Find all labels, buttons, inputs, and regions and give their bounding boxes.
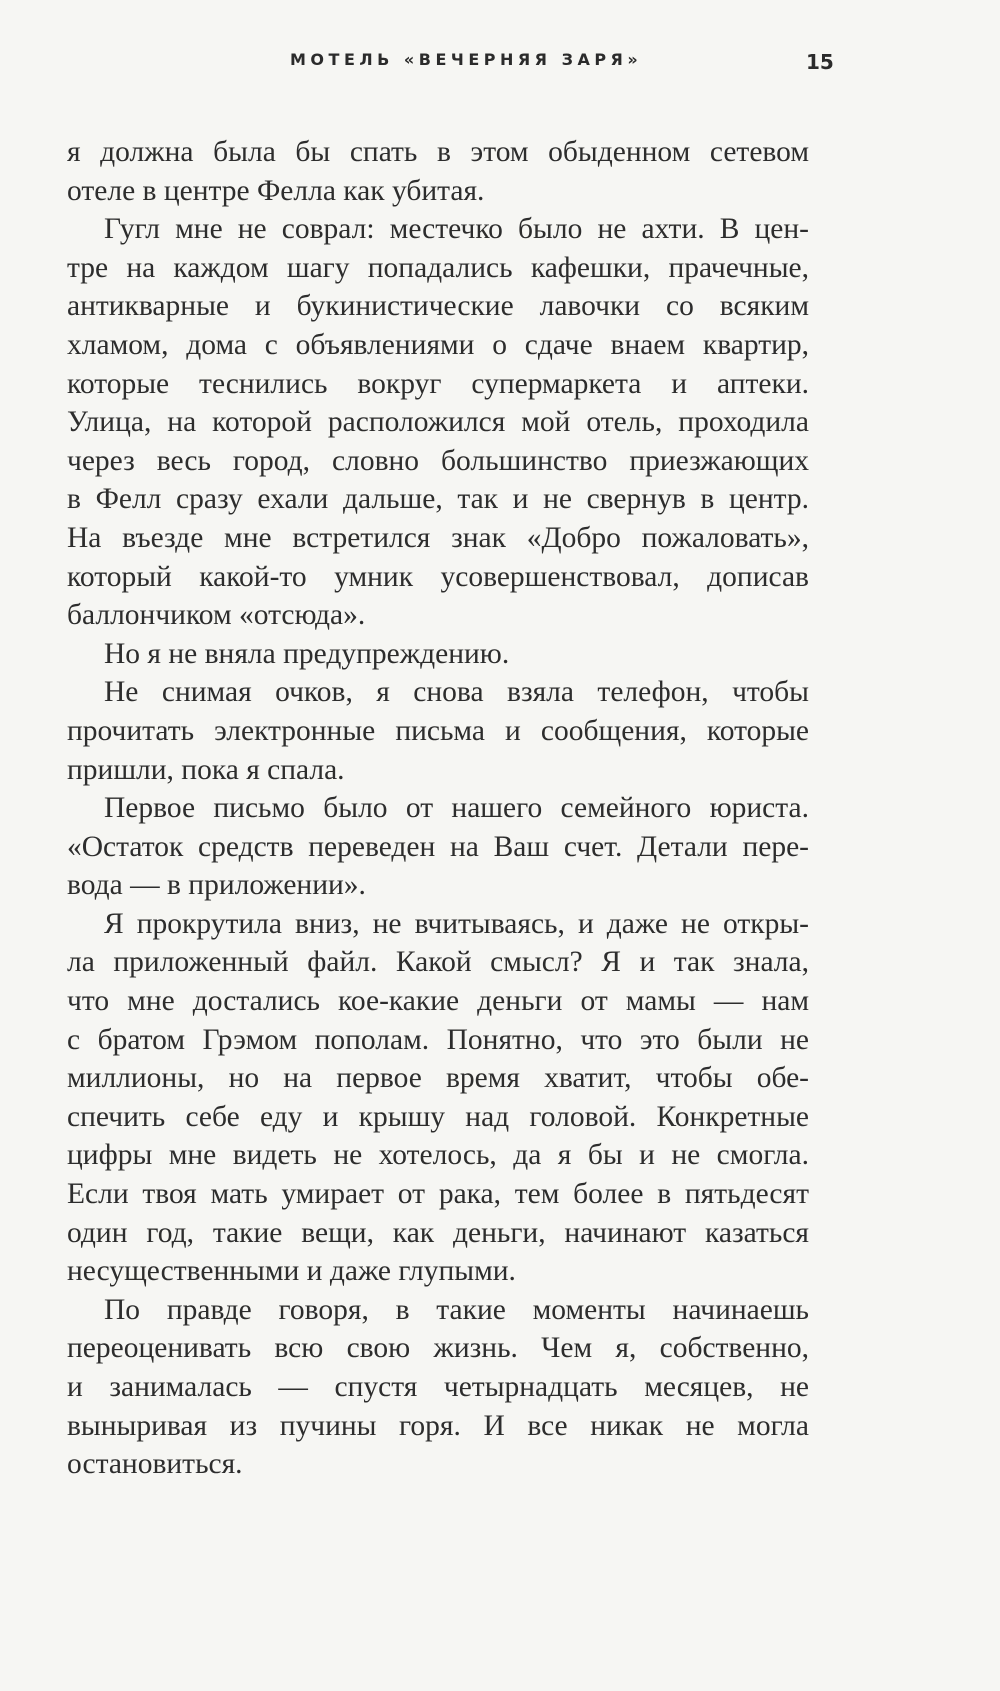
text-line: «Остаток средств переведен на Ваш счет. Детали пере-: [67, 830, 809, 863]
body-text: [67, 133, 809, 1484]
text-line: ла приложенный файл. Какой смысл? Я и так знала,: [67, 946, 809, 979]
text-line: что мне достались кое-какие деньги от мамы — нам: [67, 985, 809, 1018]
text-line: Я прокрутила вниз, не вчитываясь, и даже не откры-: [104, 907, 809, 940]
text-line: Гугл мне не соврал: местечко было не ахти. В цен-: [104, 213, 809, 246]
text-line: и занималась — спустя четырнадцать месяцев, не: [67, 1371, 809, 1403]
text-line: который какой-то умник усовершенствовал, дописав: [67, 560, 809, 593]
text-line: По правде говоря, в такие моменты начинаешь: [104, 1293, 809, 1326]
paragraph: [67, 1291, 809, 1484]
text-line: с братом Грэмом пополам. Понятно, что это были не: [67, 1023, 809, 1056]
paragraph: [67, 673, 809, 789]
text-line: антикварные и букинистические лавочки со всяким: [67, 290, 809, 323]
page-number: 15: [806, 50, 834, 74]
text-line: остановиться.: [67, 1448, 243, 1481]
text-line: через весь город, словно большинство приезжающих: [67, 444, 809, 477]
text-line: выныривая из пучины горя. И все никак не могла: [67, 1409, 809, 1442]
text-line: Улица, на которой расположился мой отель, проходила: [67, 406, 809, 439]
text-line: спечить себе еду и крышу над головой. Конкретные: [67, 1100, 809, 1133]
text-line: переоценивать всю свою жизнь. Чем я, собственно,: [67, 1332, 809, 1365]
text-line: Первое письмо было от нашего семейного юриста.: [104, 792, 809, 825]
text-line: баллончиком «отсюда».: [67, 599, 366, 632]
text-line: Не снимая очков, я снова взяла телефон, чтобы: [104, 676, 809, 709]
text-line: цифры мне видеть не хотелось, да я бы и не смогла.: [67, 1139, 809, 1172]
text-line: прочитать электронные письма и сообщения, которые: [67, 714, 809, 747]
text-line: несущественными и даже глупыми.: [67, 1255, 516, 1288]
text-line: отеле в центре Фелла как убитая.: [67, 174, 485, 207]
text-line: пришли, пока я спала.: [67, 753, 345, 786]
text-line: в Фелл сразу ехали дальше, так и не свернув в центр.: [67, 483, 809, 516]
text-line: которые теснились вокруг супермаркета и аптеки.: [67, 367, 809, 400]
text-line: тре на каждом шагу попадались кафешки, прачечные,: [67, 251, 809, 284]
paragraph: [67, 635, 809, 674]
text-line: один год, такие вещи, как деньги, начинают казаться: [67, 1216, 809, 1249]
text-line: Но я не вняла предупреждению.: [104, 637, 510, 670]
paragraph: [67, 905, 809, 1291]
text-line: я должна была бы спать в этом обыденном сетевом: [67, 136, 809, 168]
paragraph: [67, 133, 809, 210]
text-line: миллионы, но на первое время хватит, чтобы обе-: [67, 1062, 809, 1095]
text-line: хламом, дома с объявлениями о сдаче внаем квартир,: [67, 328, 809, 361]
text-line: Если твоя мать умирает от рака, тем более в пятьдесят: [67, 1178, 809, 1211]
paragraph: [67, 210, 809, 635]
paragraph: [67, 789, 809, 905]
running-title: МОТЕЛЬ «ВЕЧЕРНЯЯ ЗАРЯ»: [290, 50, 643, 69]
text-line: вода — в приложении».: [67, 869, 366, 902]
text-line: На въезде мне встретился знак «Добро пожаловать»,: [67, 521, 809, 554]
